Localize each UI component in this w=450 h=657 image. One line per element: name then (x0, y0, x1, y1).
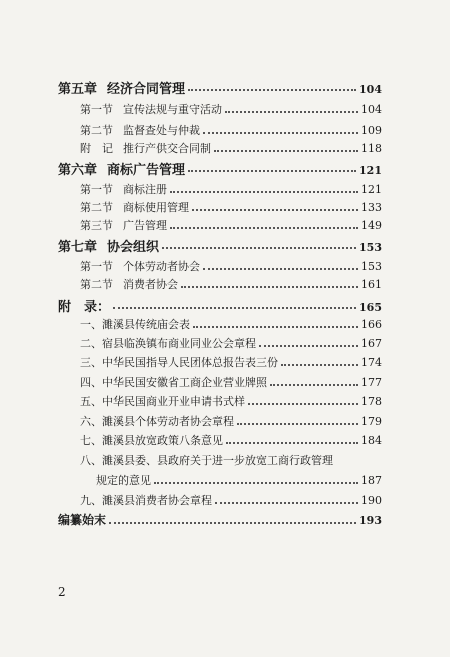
dot-leader (181, 286, 358, 288)
toc-postscript[interactable] (58, 511, 382, 529)
toc-section[interactable] (80, 199, 382, 215)
section-title: 消费者协会 (123, 278, 178, 291)
dot-leader (270, 384, 358, 386)
page-number: 187 (361, 474, 382, 487)
dot-leader (170, 227, 358, 229)
dot-leader (109, 522, 356, 524)
section-number: 第一节 (80, 103, 113, 116)
appendix-item-title: 三、中华民国指导人民团体总报告表三份 (80, 356, 278, 369)
page-number: 179 (361, 415, 382, 428)
section-number: 第三节 (80, 219, 113, 232)
section-title: 商标注册 (123, 183, 167, 196)
page-number: 149 (361, 219, 382, 232)
section-title: 推行产供交合同制 (123, 142, 211, 155)
dot-leader (192, 209, 358, 211)
page-number: 133 (361, 201, 382, 214)
footer-page-number: 2 (58, 585, 66, 599)
page-number: 174 (361, 356, 382, 369)
toc-chapter-6[interactable] (58, 159, 382, 177)
appendix-item[interactable] (80, 393, 382, 409)
page-number: 167 (361, 337, 382, 350)
chapter-title: 协会组织 (107, 240, 160, 255)
page-number: 166 (361, 318, 382, 331)
appendix-title: 附 录 (58, 300, 98, 315)
dot-leader (259, 345, 358, 347)
toc-section[interactable] (80, 140, 382, 156)
toc-section[interactable] (80, 122, 382, 138)
toc-section[interactable] (80, 181, 382, 197)
dot-leader (188, 89, 356, 91)
chapter-number: 第五章 (58, 82, 98, 97)
page-number: 178 (361, 395, 382, 408)
appendix-item[interactable] (80, 374, 382, 390)
page-number: 184 (361, 434, 382, 447)
page-number: 153 (361, 260, 382, 273)
appendix-item[interactable] (80, 432, 382, 448)
postscript-title: 编纂始末 (58, 513, 107, 527)
section-title: 监督查处与仲裁 (123, 124, 200, 137)
chapter-number: 第七章 (58, 240, 98, 255)
dot-leader (188, 170, 356, 172)
appendix-item-title: 二、宿县临涣镇布商业同业公会章程 (80, 337, 256, 350)
section-title: 广告管理 (123, 219, 167, 232)
dot-leader (193, 326, 358, 328)
appendix-item-continuation: 规定的意见 (96, 474, 151, 487)
appendix-item-title: 九、濉溪县消费者协会章程 (80, 494, 212, 507)
section-title: 商标使用管理 (123, 201, 189, 214)
dot-leader (154, 482, 358, 484)
section-number: 第二节 (80, 124, 113, 137)
appendix-item-title: 四、中华民国安徽省工商企业营业牌照 (80, 376, 267, 389)
dot-leader (214, 150, 358, 152)
dot-leader (237, 423, 358, 425)
dot-leader (225, 111, 358, 113)
toc-section[interactable] (80, 258, 382, 274)
appendix-item-title: 一、濉溪县传统庙会表 (80, 318, 190, 331)
page-number: 161 (361, 278, 382, 291)
page-number: 104 (361, 103, 382, 116)
chapter-title: 经济合同管理 (107, 82, 186, 97)
dot-leader (203, 132, 358, 134)
appendix-item[interactable] (80, 354, 382, 370)
page-number: 153 (359, 241, 382, 254)
toc-chapter-7[interactable] (58, 236, 382, 254)
page-number: 104 (359, 83, 382, 96)
section-title: 宣传法规与重守活动 (123, 103, 222, 116)
chapter-number: 第六章 (58, 163, 98, 178)
appendix-item[interactable] (80, 316, 382, 332)
section-number: 第二节 (80, 278, 113, 291)
page-number: 190 (361, 494, 382, 507)
dot-leader (215, 502, 358, 504)
chapter-title: 商标广告管理 (107, 163, 186, 178)
section-number: 第一节 (80, 260, 113, 273)
page-number: 121 (359, 164, 382, 177)
dot-leader (248, 403, 358, 405)
appendix-item-title: 五、中华民国商业开业申请书式样 (80, 395, 245, 408)
dot-leader (170, 191, 358, 193)
toc-appendix[interactable]: 附 录： 165 (58, 300, 382, 315)
section-number: 附 记 (80, 142, 113, 155)
page-number: 165 (359, 301, 382, 314)
toc-chapter-5[interactable] (58, 78, 382, 96)
section-title: 个体劳动者协会 (123, 260, 200, 273)
section-number: 第二节 (80, 201, 113, 214)
appendix-item[interactable] (80, 413, 382, 429)
appendix-item-title: 七、濉溪县放宽政策八条意见 (80, 434, 223, 447)
appendix-item[interactable] (80, 492, 382, 508)
appendix-item-title: 六、濉溪县个体劳动者协会章程 (80, 415, 234, 428)
appendix-item-title: 八、濉溪县委、县政府关于进一步放宽工商行政管理 (80, 454, 333, 467)
page-number: 109 (361, 124, 382, 137)
page-number: 177 (361, 376, 382, 389)
page-number: 193 (359, 514, 382, 527)
dot-leader (113, 307, 356, 309)
appendix-item[interactable] (80, 335, 382, 351)
appendix-item-title-line[interactable] (80, 452, 382, 468)
toc-section[interactable] (80, 217, 382, 233)
page-number: 121 (361, 183, 382, 196)
dot-leader (203, 268, 358, 270)
appendix-item[interactable] (96, 472, 382, 488)
dot-leader (281, 364, 358, 366)
section-number: 第一节 (80, 183, 113, 196)
page-number: 118 (361, 142, 382, 155)
dot-leader (162, 247, 356, 249)
toc-section[interactable] (80, 101, 382, 117)
dot-leader (226, 442, 358, 444)
toc-section[interactable] (80, 276, 382, 292)
